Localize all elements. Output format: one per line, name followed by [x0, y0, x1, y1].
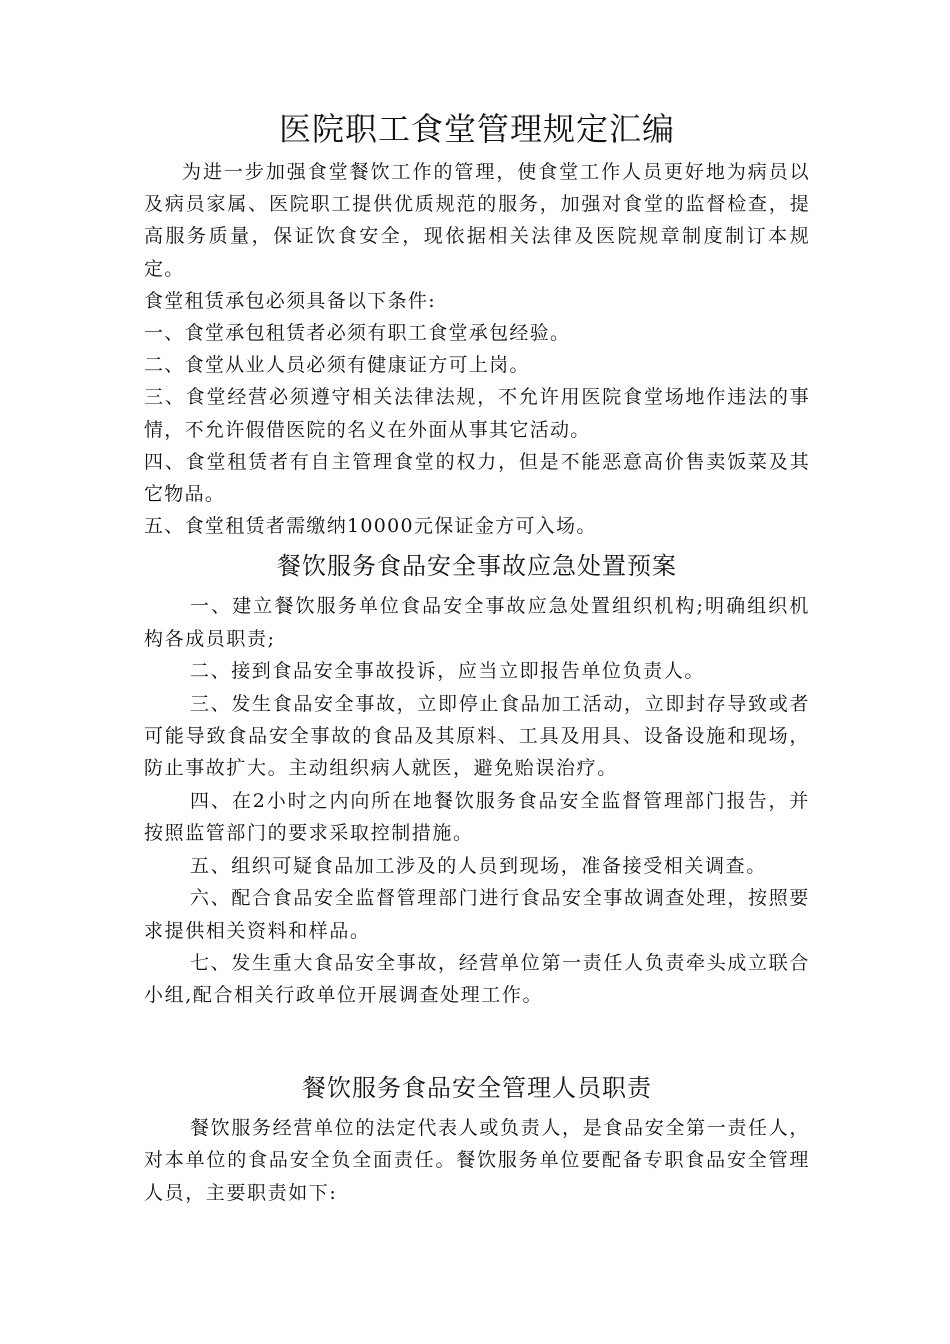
- conditions-heading: 食堂租赁承包必须具备以下条件:: [144, 289, 436, 312]
- condition-item: 三、食堂经营必须遵守相关法律法规，不允许用医院食堂场地作违法的事情，不允许假借医院的名义在外面从事其它活动。: [144, 386, 810, 441]
- intro-paragraph: 为进一步加强食堂餐饮工作的管理，使食堂工作人员更好地为病员以及病员家属、医院职工提供优质规范的服务，加强对食堂的监督检查，提高服务质量，保证饮食安全，现依据相关法律及医院规章制度制订本规定。: [144, 161, 810, 280]
- condition-item: 五、食堂租赁者需缴纳10000元保证金方可入场。: [144, 515, 597, 538]
- plan-item: 一、建立餐饮服务单位食品安全事故应急处置组织机构;明确组织机构各成员职责;: [144, 595, 810, 650]
- plan-item: 五、组织可疑食品加工涉及的人员到现场，准备接受相关调查。: [190, 854, 767, 877]
- section-title: 餐饮服务食品安全事故应急处置预案: [277, 552, 677, 581]
- condition-item: 一、食堂承包租赁者必须有职工食堂承包经验。: [144, 322, 571, 345]
- section-title: 餐饮服务食品安全管理人员职责: [302, 1073, 652, 1102]
- condition-item: 四、食堂租赁者有自主管理食堂的权力，但是不能恶意高价售卖饭菜及其它物品。: [144, 450, 810, 506]
- duties-intro-paragraph: 餐饮服务经营单位的法定代表人或负责人，是食品安全第一责任人，对本单位的食品安全负全面责任。餐饮服务单位要配备专职食品安全管理人员，主要职责如下:: [144, 1116, 810, 1204]
- manager-duties-section: [144, 1064, 810, 1209]
- document-page: [144, 100, 810, 1209]
- section-spacer: [144, 1012, 810, 1060]
- plan-item: 二、接到食品安全事故投诉，应当立即报告单位负责人。: [190, 660, 706, 683]
- plan-item: 三、发生食品安全事故，立即停止食品加工活动，立即封存导致或者可能导致食品安全事故的食品及其原料、工具及用具、设备设施和现场，防止事故扩大。主动组织病人就医，避免贻误治疗。: [144, 692, 810, 780]
- condition-item: 二、食堂从业人员必须有健康证方可上岗。: [144, 354, 530, 377]
- emergency-plan-section: [144, 542, 810, 1011]
- plan-item: 四、在2小时之内向所在地餐饮服务食品安全监督管理部门报告，并按照监管部门的要求采取控制措施。: [144, 789, 810, 845]
- plan-item: 七、发生重大食品安全事故，经营单位第一责任人负责牵头成立联合小组,配合相关行政单位开展调查处理工作。: [144, 951, 810, 1007]
- document-title: 医院职工食堂管理规定汇编: [278, 110, 675, 148]
- plan-item: 六、配合食品安全监督管理部门进行食品安全事故调查处理，按照要求提供相关资料和样品。: [144, 887, 810, 942]
